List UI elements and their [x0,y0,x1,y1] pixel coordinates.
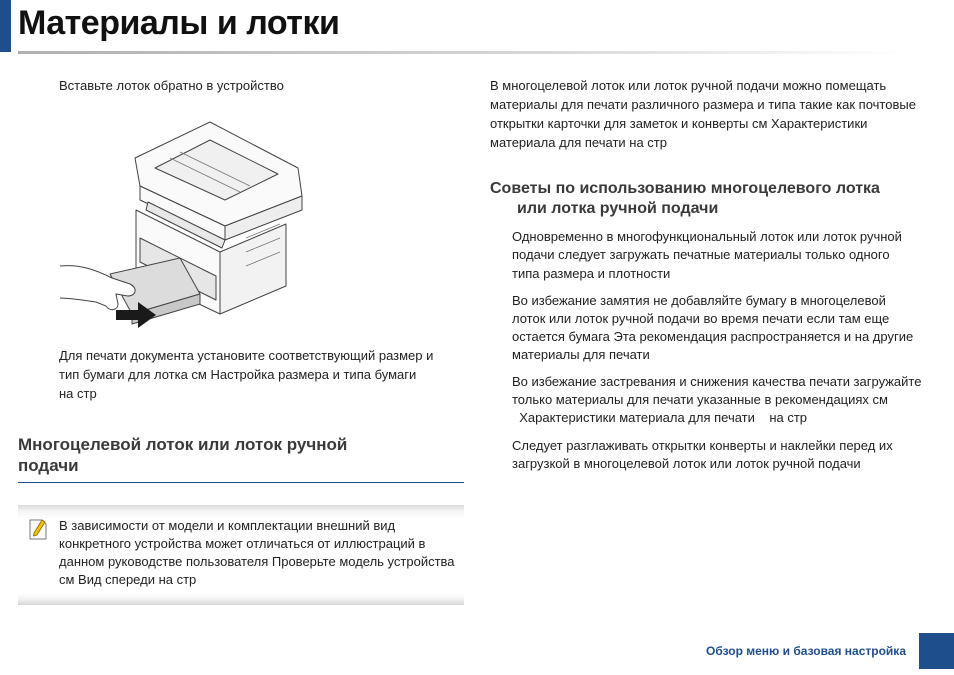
note-line-2: конкретного устройства может отличаться от иллюстраций в [59,536,426,551]
tip-1-line-1: Одновременно в многофункциональный лоток или лоток ручной [512,229,902,244]
tips-heading-line-2: или лотка ручной подачи [517,200,719,217]
tip-2-line-3: остается бумага Эта рекомендация распространяется и на другие [512,329,914,344]
tip-2-line-1: Во избежание замятия не добавляйте бумагу в многоцелевой [512,293,886,308]
intro-line-4: материала для печати на стр [490,135,667,150]
section-heading-line-1: Многоцелевой лоток или лоток ручной [18,435,348,454]
page-tab[interactable] [919,633,954,669]
tip-3-line-3: Характеристики материала для печати на стр [512,410,808,425]
printer-tray-insert-illustration [60,118,310,334]
note-pencil-icon [28,517,48,541]
intro-line-3: открытки карточки для заметок и конверты см Характеристики [490,116,868,131]
note-line-4: см Вид спереди на стр [59,572,197,587]
note-line-1: В зависимости от модели и комплектации внешний вид [59,518,396,533]
tip-1-line-2: подачи следует загружать печатные материалы только одного [512,247,890,262]
intro-line-1: В многоцелевой лоток или лоток ручной подачи можно помещать [490,78,887,93]
step-text: Вставьте лоток обратно в устройство [59,78,284,93]
title-rule [18,51,908,54]
tip-3-line-1: Во избежание застревания и снижения качества печати загружайте [512,374,922,389]
note-line-3: данном руководстве пользователя Проверьте модель устройства [59,554,455,569]
tray-size-para-line-3: на стр [59,386,97,401]
tip-2-line-4: материалы для печати [512,347,650,362]
header-accent-bar [0,0,11,52]
section-heading-line-2: подачи [18,456,79,475]
section-rule [18,482,464,483]
tip-2-line-2: лоток или лоток ручной подачи во время печати если там еще [512,311,890,326]
tip-4-line-2: загрузкой в многоцелевой лоток или лоток ручной подачи [512,456,861,471]
intro-line-2: материалы для печати различного размера и типа такие как почтовые [490,97,916,112]
page-title: Материалы и лотки [18,4,340,42]
tip-3-line-2: только материалы для печати указанные в рекомендациях см [512,392,888,407]
footer-section-name[interactable]: Обзор меню и базовая настройка [706,644,906,658]
tray-size-para-line-2: тип бумаги для лотка см Настройка размера и типа бумаги [59,367,417,382]
tip-4-line-1: Следует разглаживать открытки конверты и наклейки перед их [512,438,893,453]
tip-1-line-3: типа размера и плотности [512,266,671,281]
tips-heading-line-1: Советы по использованию многоцелевого лотка [490,180,880,197]
tray-size-para-line-1: Для печати документа установите соответствующий размер и [59,348,434,363]
